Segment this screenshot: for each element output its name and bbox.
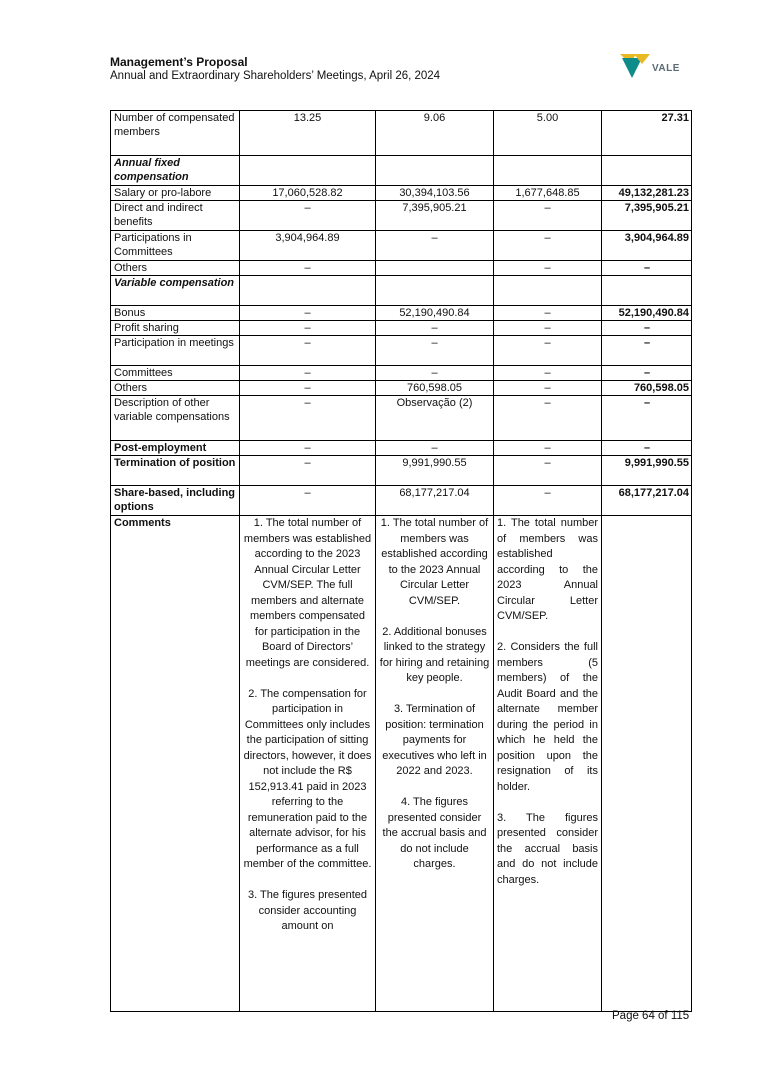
- cell-total: [602, 276, 692, 306]
- cell-value: –: [494, 396, 602, 441]
- table-row: [111, 261, 692, 276]
- cell-value: 760,598.05: [376, 381, 494, 396]
- cell-total: 760,598.05: [602, 381, 692, 396]
- table-row: [111, 441, 692, 456]
- cell-value: Observação (2): [376, 396, 494, 441]
- cell-value: 9.06: [376, 111, 494, 156]
- cell-value: –: [376, 231, 494, 261]
- cell-value: [376, 156, 494, 186]
- table-row: [111, 321, 692, 336]
- cell-value: –: [494, 231, 602, 261]
- header-subtitle: Annual and Extraordinary Shareholders’ Meetings, April 26, 2024: [110, 70, 441, 82]
- row-label: Others: [111, 261, 240, 276]
- cell-value: –: [494, 366, 602, 381]
- cell-total: 3,904,964.89: [602, 231, 692, 261]
- comments-row: [111, 516, 692, 1012]
- row-label: Committees: [111, 366, 240, 381]
- cell-value: [494, 276, 602, 306]
- cell-value: –: [240, 456, 376, 486]
- comment-cell: 1. The total number of members was established according to the 2023 Annual Circular Letter CVM/SEP. 2. Considers the full members (5 members) of the Audit Board and the alternate member during the period in which he held the position upon the resignation of its holder. 3. The figures presented consider the accrual basis and do not include charges.: [494, 516, 602, 1012]
- cell-value: 13.25: [240, 111, 376, 156]
- row-label: Description of other variable compensations: [111, 396, 240, 441]
- cell-value: –: [494, 261, 602, 276]
- vale-logo: [620, 52, 690, 84]
- table-row: [111, 456, 692, 486]
- table-row: [111, 486, 692, 516]
- cell-total: –: [602, 336, 692, 366]
- comment-cell: 1. The total number of members was established according to the 2023 Annual Circular Letter CVM/SEP. 2. Additional bonuses linked to the strategy for hiring and retaining key people. 3. Termination of position: termination payments for executives who left in 2022 and 2023. 4. The figures presented consider the accrual basis and do not include charges.: [376, 516, 494, 1012]
- row-label: Bonus: [111, 306, 240, 321]
- comment-cell: 1. The total number of members was established according to the 2023 Annual Circular Letter CVM/SEP. The full members and alternate members compensated for participation in the Board of Directors’ meetings are considered. 2. The compensation for participation in Committees only includes the participation of sitting directors, however, it does not include the R$ 152,913.41 paid in 2023 referring to the remuneration paid to the alternate advisor, for his performance as a full member of the committee. 3. The figures presented consider accounting amount on: [240, 516, 376, 1012]
- row-label: Share-based, including options: [111, 486, 240, 516]
- cell-total: 27.31: [602, 111, 692, 156]
- table-row: [111, 396, 692, 441]
- table-row: [111, 201, 692, 231]
- cell-value: 7,395,905.21: [376, 201, 494, 231]
- header-title: Management’s Proposal: [110, 55, 248, 69]
- comments-label: Comments: [111, 516, 240, 1012]
- cell-value: [240, 156, 376, 186]
- cell-value: –: [240, 366, 376, 381]
- cell-total: [602, 156, 692, 186]
- cell-total: 68,177,217.04: [602, 486, 692, 516]
- cell-value: –: [494, 336, 602, 366]
- row-label: Number of compensated members: [111, 111, 240, 156]
- cell-value: –: [240, 396, 376, 441]
- cell-value: –: [494, 381, 602, 396]
- row-label: Annual fixed compensation: [111, 156, 240, 186]
- cell-total: –: [602, 441, 692, 456]
- cell-value: 17,060,528.82: [240, 186, 376, 201]
- cell-total: –: [602, 366, 692, 381]
- cell-value: 52,190,490.84: [376, 306, 494, 321]
- row-label: Others: [111, 381, 240, 396]
- table-row: [111, 276, 692, 306]
- cell-value: –: [376, 366, 494, 381]
- compensation-table: [110, 110, 692, 1012]
- cell-value: –: [240, 441, 376, 456]
- cell-total: 9,991,990.55: [602, 456, 692, 486]
- cell-value: –: [240, 336, 376, 366]
- row-label: Participation in meetings: [111, 336, 240, 366]
- cell-value: [376, 261, 494, 276]
- cell-value: –: [494, 441, 602, 456]
- table-row: [111, 336, 692, 366]
- table-row: [111, 231, 692, 261]
- cell-total: –: [602, 261, 692, 276]
- cell-value: –: [240, 306, 376, 321]
- cell-value: –: [240, 261, 376, 276]
- cell-total: 7,395,905.21: [602, 201, 692, 231]
- comment-cell-total: [602, 516, 692, 1012]
- row-label: Profit sharing: [111, 321, 240, 336]
- cell-total: 52,190,490.84: [602, 306, 692, 321]
- table-row: [111, 306, 692, 321]
- cell-total: –: [602, 396, 692, 441]
- cell-value: 5.00: [494, 111, 602, 156]
- cell-value: 30,394,103.56: [376, 186, 494, 201]
- cell-value: 68,177,217.04: [376, 486, 494, 516]
- cell-value: –: [494, 306, 602, 321]
- cell-value: [494, 156, 602, 186]
- cell-value: [240, 276, 376, 306]
- table-row: [111, 111, 692, 156]
- page-number: Page 64 of 115: [612, 1010, 690, 1022]
- logo-text: VALE: [652, 63, 680, 74]
- table-row: [111, 381, 692, 396]
- cell-value: –: [494, 321, 602, 336]
- cell-value: –: [240, 381, 376, 396]
- table-row: [111, 366, 692, 381]
- row-label: Participations in Committees: [111, 231, 240, 261]
- table-row: [111, 186, 692, 201]
- cell-value: –: [494, 201, 602, 231]
- cell-value: –: [494, 486, 602, 516]
- cell-value: –: [376, 441, 494, 456]
- cell-total: –: [602, 321, 692, 336]
- row-label: Variable compensation: [111, 276, 240, 306]
- row-label: Salary or pro-labore: [111, 186, 240, 201]
- cell-value: –: [376, 336, 494, 366]
- row-label: Post-employment: [111, 441, 240, 456]
- vale-logo-mark-icon: [620, 52, 652, 80]
- cell-value: –: [376, 321, 494, 336]
- cell-value: –: [240, 486, 376, 516]
- row-label: Direct and indirect benefits: [111, 201, 240, 231]
- cell-total: 49,132,281.23: [602, 186, 692, 201]
- cell-value: –: [494, 456, 602, 486]
- cell-value: –: [240, 321, 376, 336]
- row-label: Termination of position: [111, 456, 240, 486]
- table-row: [111, 156, 692, 186]
- cell-value: 1,677,648.85: [494, 186, 602, 201]
- cell-value: 3,904,964.89: [240, 231, 376, 261]
- cell-value: [376, 276, 494, 306]
- cell-value: 9,991,990.55: [376, 456, 494, 486]
- cell-value: –: [240, 201, 376, 231]
